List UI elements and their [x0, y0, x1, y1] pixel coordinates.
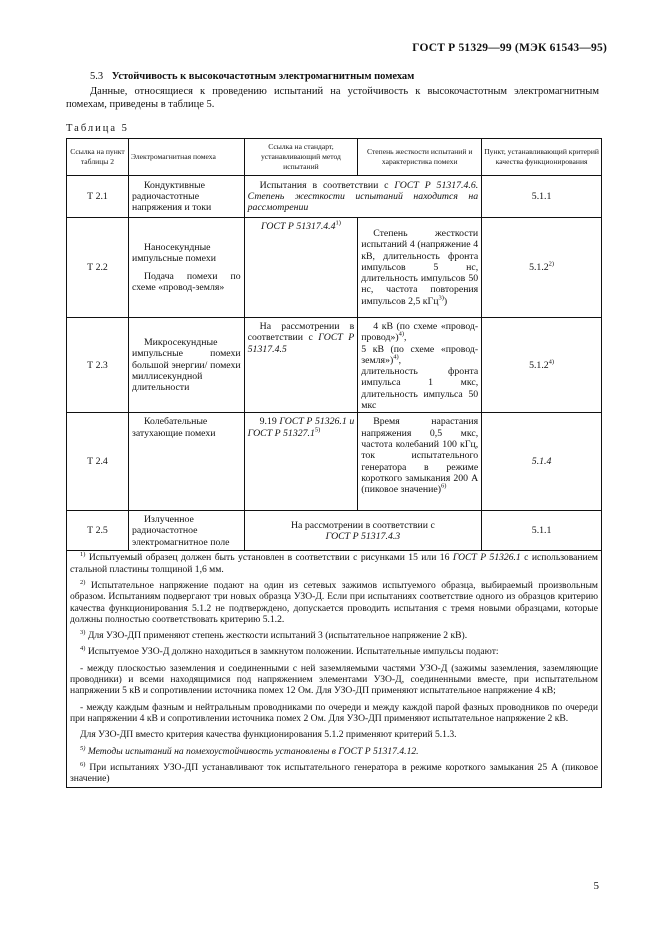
row-interference: Излученное радиочастотное электромагнитное поле — [128, 511, 244, 551]
table-row — [67, 511, 602, 551]
table-row — [67, 176, 602, 218]
row-criteria: 5.1.2$^{2)}$ — [482, 218, 602, 318]
row-criteria: 5.1.1 — [482, 176, 602, 218]
section-title: Устойчивость к высокочастотным электромагнитным помехам — [111, 71, 415, 82]
header-criteria: Пункт, устанавливающий критерий качества функционирования — [482, 139, 602, 176]
row-standard: 9.19 ГОСТ Р 51326.1 и ГОСТ Р 51327.1$^{5)}$ — [244, 413, 358, 511]
row-criteria: 5.1.2$^{4)}$ — [482, 318, 602, 413]
document-header: ГОСТ Р 51329—99 (МЭК 61543—95) — [412, 42, 607, 54]
row-interference: Наносекундные импульсные помехи Подача помехи по схеме «провод-земля» — [128, 218, 244, 318]
row-ref: Т 2.1 — [67, 176, 129, 218]
table-caption: Таблица 5 — [66, 123, 129, 134]
row-criteria: 5.1.4 — [482, 413, 602, 511]
row-standard-severity: На рассмотрении в соответствии с ГОСТ Р 51317.4.3 — [244, 511, 482, 551]
section-intro: Данные, относящиеся к проведению испытаний на устойчивость к высокочастотным электромагнитным помехам, приведены в таблице 5. — [66, 86, 599, 110]
row-standard: На рассмотрении в соответствии с ГОСТ Р 51317.4.5 — [244, 318, 358, 413]
row-severity: 4 кВ (по схеме «провод-провод»)$^{4)}$, 5 кВ (по схеме «провод-земля»)$^{4)}$, длительность фронта импульса 1 мкс, длительность импульса 50 мкс — [358, 318, 482, 413]
table-row — [67, 413, 602, 511]
table-row — [67, 318, 602, 413]
row-interference: Микросекундные импульсные помехи большой энергии/ помехи миллисекундной длительности — [128, 318, 244, 413]
footnote-1: $^{1)}$ Испытуемый образец должен быть установлен в соответствии с рисунками 15 или 16 ГОСТ Р 51326.1 с использованием стальной пластины толщиной 1,6 мм. — [70, 551, 598, 575]
row-standard: ГОСТ Р 51317.4.4$^{1)}$ — [244, 218, 358, 318]
row-standard-severity: Испытания в соответствии с ГОСТ Р 51317.4.6. Степень жесткости испытаний находится на рассмотрении — [244, 176, 482, 218]
footnote-4-item-b: - между каждым фазным и нейтральным проводниками по очереди и между каждой парой фазных проводников по очереди при напряжении 4 кВ и сопротивлении источника помех 2 Ом. Для УЗО-ДП применяют испытательное напряжение 2 кВ. — [70, 701, 598, 724]
footnote-2: $^{2)}$ Испытательное напряжение подают на один из сетевых зажимов испытуемого образца, выбираемый произвольным образом. Испытаниям подвергают три новых образца УЗО-Д. Если при испытаниях соответствие одного из образцов критерию качества функционирования 5.1.2 не подтверждено, допускается проводить испытания с тремя новыми образцами, которые должны полностью соответствовать критерию 5.1.2. — [70, 578, 598, 625]
row-severity: Время нарастания напряжения 0,5 мкс, частота колебаний 100 кГц, ток испытательного генератора в режиме короткого замыкания 200 А (пиковое значение)$^{6)}$ — [358, 413, 482, 511]
footnote-3: $^{3)}$ Для УЗО-ДП применяют степень жесткости испытаний 3 (испытательное напряжение 2 кВ). — [80, 628, 468, 642]
footnote-4-item-a: - между плоскостью заземления и соединенными с ней заземляемыми частями УЗО-Д (зажимы заземления, заземляющие проводники) и всеми находящимися под напряжением элементами УЗО-Д, соединенными вместе, при испытательном напряжении 5 кВ и сопротивлении источника помех 12 Ом. Для УЗО-ДП применяют испытательное напряжение 4 кВ; — [70, 662, 598, 697]
table-row — [67, 218, 602, 318]
row-interference: Колебательные затухающие помехи — [128, 413, 244, 511]
row-severity: Степень жесткости испытаний 4 (напряжение 4 кВ, длительность фронта импульсов 5 нс, длительность импульсов 50 нс, частота повторения импульсов 2,5 кГц$^{3)}$) — [358, 218, 482, 318]
footnote-4: $^{4)}$ Испытуемое УЗО-Д должно находиться в замкнутом положении. Испытательные импульсы подают: — [80, 645, 499, 658]
header-severity: Степень жесткости испытаний и характеристика помехи — [358, 139, 482, 176]
header-standard: Ссылка на стандарт, устанавливающий метод испытаний — [244, 139, 358, 176]
table-header-row — [67, 139, 602, 176]
table-footnotes — [67, 551, 602, 788]
footnote-5: $^{5)}$ Методы испытаний на помехоустойчивость установлены в ГОСТ Р 51317.4.12. — [80, 744, 419, 757]
row-interference: Кондуктивные радиочастотные напряжения и токи — [128, 176, 244, 218]
row-criteria: 5.1.1 — [482, 511, 602, 551]
row-ref: Т 2.2 — [67, 218, 129, 318]
table-5 — [66, 138, 602, 788]
footnote-6: $^{6)}$ При испытаниях УЗО-ДП устанавливают ток испытательного генератора в режиме короткого замыкания 25 А (пиковое значение) — [70, 760, 598, 785]
section-heading — [90, 71, 414, 82]
section-number: 5.3 — [90, 71, 104, 82]
page-number: 5 — [593, 880, 599, 892]
row-ref: Т 2.3 — [67, 318, 129, 413]
row-ref: Т 2.5 — [67, 511, 129, 551]
footnote-4-note: Для УЗО-ДП вместо критерия качества функционирования 5.1.2 применяют критерий 5.1.3. — [80, 729, 457, 741]
header-interference: Электромагнитная помеха — [128, 139, 244, 176]
row-ref: Т 2.4 — [67, 413, 129, 511]
header-ref: Ссылка на пункт таблицы 2 — [67, 139, 129, 176]
